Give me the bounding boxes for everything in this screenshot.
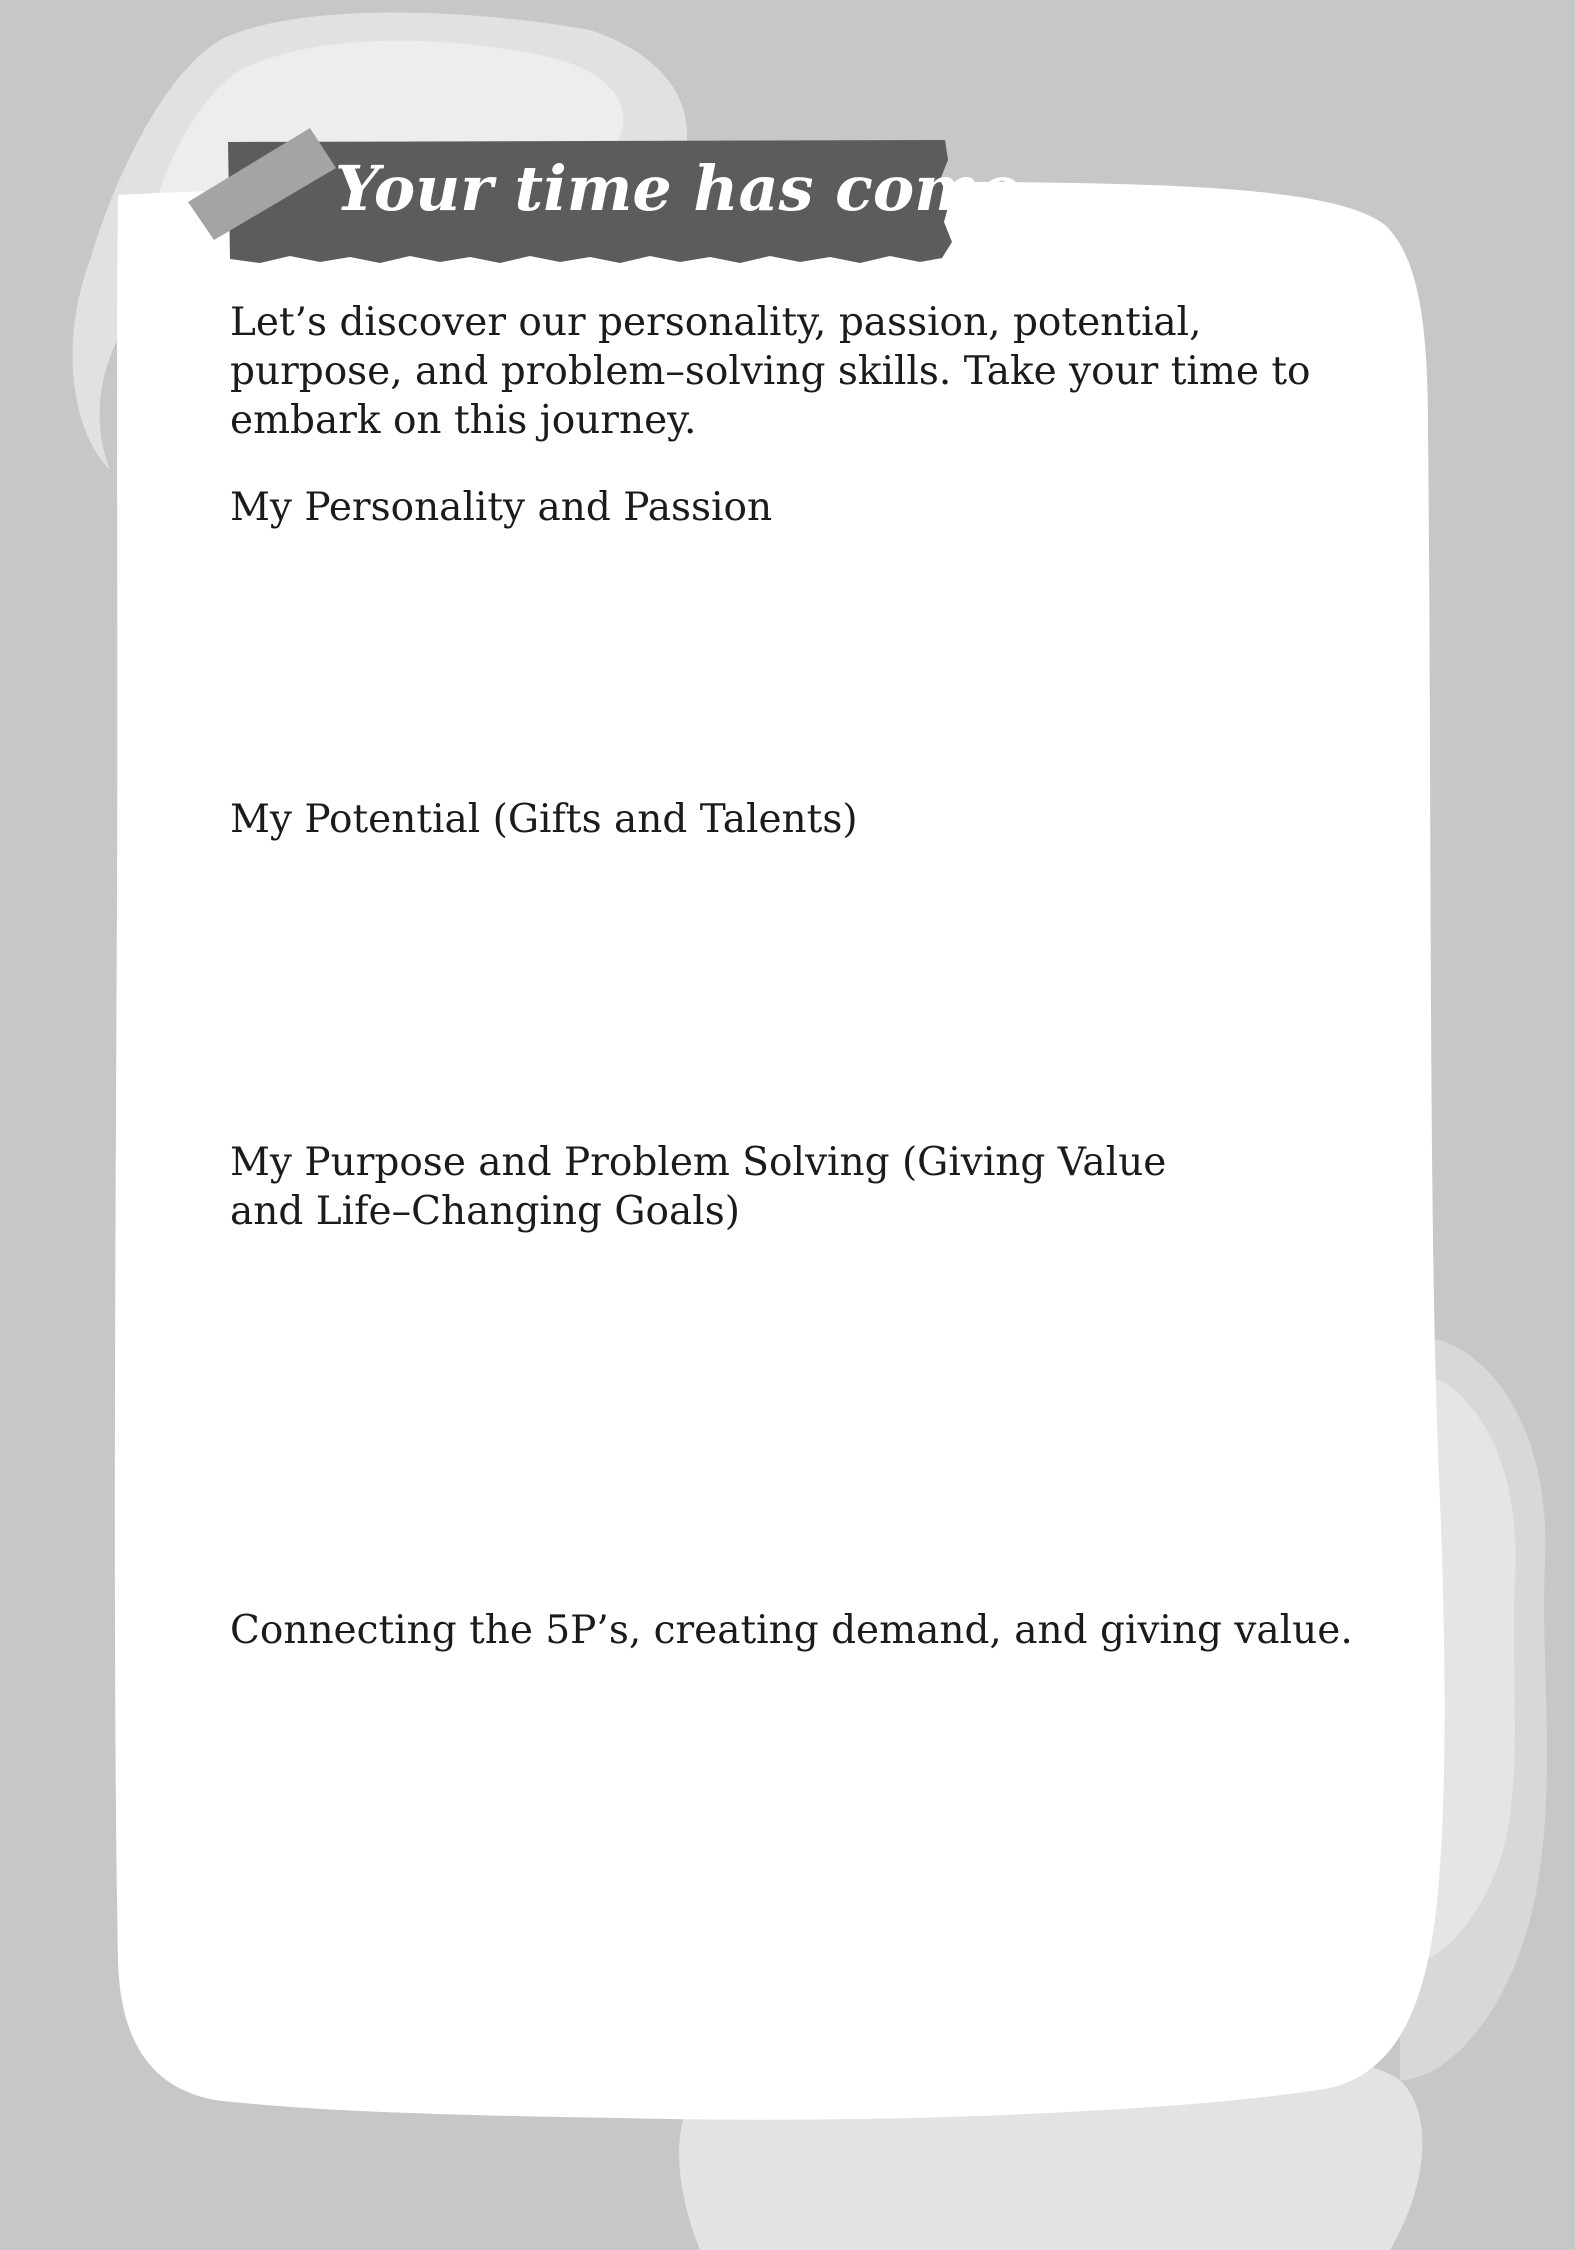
intro-paragraph: Let’s discover our personality, passion, potential, purpose, and problem–solving skills. Take your time to embark on this journey.	[230, 300, 1311, 443]
page-title: Your time has come	[335, 152, 1020, 225]
prompt-connecting-5ps: Connecting the 5P’s, creating demand, and giving value.	[230, 1608, 1353, 1653]
prompt-purpose-problem-solving: My Purpose and Problem Solving (Giving Value and Life–Changing Goals)	[230, 1140, 1167, 1234]
prompt-potential: My Potential (Gifts and Talents)	[230, 797, 858, 842]
prompt-personality-passion: My Personality and Passion	[230, 485, 773, 530]
